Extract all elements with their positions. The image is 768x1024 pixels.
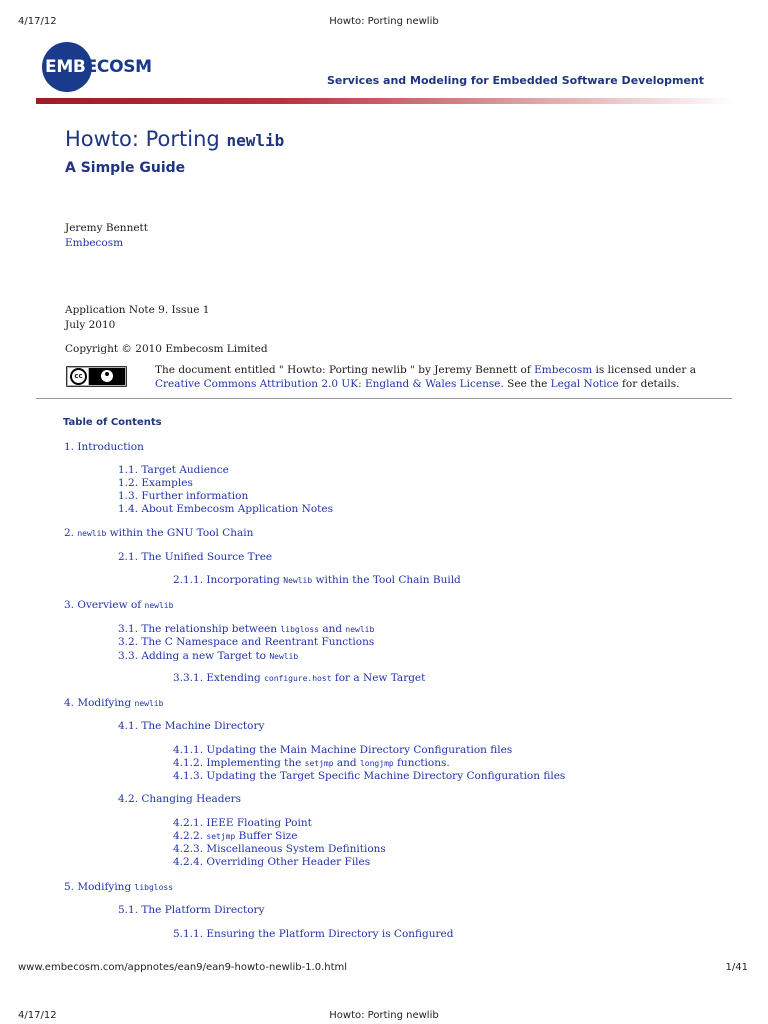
toc-link[interactable]: 5.1.1. Ensuring the Platform Directory is Configured xyxy=(173,928,454,940)
toc-link[interactable]: 4. Modifying newlib xyxy=(64,697,164,709)
toc-link[interactable]: 1.4. About Embecosm Application Notes xyxy=(118,503,333,515)
cc-license-link[interactable]: Creative Commons Attribution 2.0 UK: England & Wales License xyxy=(155,378,501,390)
publication-date: July 2010 xyxy=(65,319,116,331)
author-name: Jeremy Bennett xyxy=(65,222,148,234)
legal-notice-link[interactable]: Legal Notice xyxy=(550,378,619,390)
cc-license-icon[interactable]: cc xyxy=(66,366,127,387)
tagline: Services and Modeling for Embedded Software Development xyxy=(326,74,704,87)
toc-link[interactable]: 1.1. Target Audience xyxy=(118,464,229,476)
toc-link[interactable]: 2. newlib within the GNU Tool Chain xyxy=(64,527,254,539)
toc-link[interactable]: 1.2. Examples xyxy=(118,477,193,489)
logo-wordmark: EMBECOSM xyxy=(45,57,152,77)
toc-link[interactable]: 4.2.4. Overriding Other Header Files xyxy=(173,856,371,868)
toc-link[interactable]: 4.2. Changing Headers xyxy=(118,793,242,805)
toc-link[interactable]: 1. Introduction xyxy=(64,441,144,453)
toc-link[interactable]: 3. Overview of newlib xyxy=(64,599,174,611)
toc-link[interactable]: 4.2.3. Miscellaneous System Definitions xyxy=(173,843,386,855)
copyright-notice: Copyright © 2010 Embecosm Limited xyxy=(65,343,268,355)
document-subtitle: A Simple Guide xyxy=(65,160,186,176)
affiliation-link[interactable]: Embecosm xyxy=(65,237,124,249)
toc-link[interactable]: 1.3. Further information xyxy=(118,490,249,502)
footer-url: www.embecosm.com/appnotes/ean9/ean9-howto-newlib-1.0.html xyxy=(18,962,348,973)
header-divider-bar xyxy=(36,98,736,104)
toc-link[interactable]: 3.3.1. Extending configure.host for a New Target xyxy=(173,672,426,684)
embecosm-link[interactable]: Embecosm xyxy=(534,364,593,376)
toc-link[interactable]: 4.1.1. Updating the Main Machine Directory Configuration files xyxy=(173,744,513,756)
toc-link[interactable]: 3.3. Adding a new Target to Newlib xyxy=(118,650,299,662)
by-attribution-icon xyxy=(101,370,113,382)
toc-heading: Table of Contents xyxy=(63,417,162,428)
print-header-title: Howto: Porting newlib xyxy=(329,16,439,27)
next-page-header-title: Howto: Porting newlib xyxy=(329,1010,439,1021)
print-header-date: 4/17/12 xyxy=(18,16,57,27)
embecosm-logo xyxy=(42,42,166,92)
license-text: The document entitled " Howto: Porting newlib " by Jeremy Bennett of Embecosm is licensed under a Creative Commons Attribution 2.0 UK: England & Wales License. See the Legal Notice for details. xyxy=(155,364,696,390)
toc-link[interactable]: 4.1.2. Implementing the setjmp and longjmp functions. xyxy=(173,757,450,769)
toc-link[interactable]: 5.1. The Platform Directory xyxy=(118,904,265,916)
toc-link[interactable]: 5. Modifying libgloss xyxy=(64,881,174,893)
toc-link[interactable]: 3.2. The C Namespace and Reentrant Functions xyxy=(118,636,375,648)
app-note-number: Application Note 9. Issue 1 xyxy=(65,304,210,316)
section-divider xyxy=(36,398,732,399)
toc-link[interactable]: 4.1.3. Updating the Target Specific Machine Directory Configuration files xyxy=(173,770,566,782)
toc-link[interactable]: 4.1. The Machine Directory xyxy=(118,720,265,732)
toc-link[interactable]: 3.1. The relationship between libgloss and newlib xyxy=(118,623,375,635)
next-page-header-date: 4/17/12 xyxy=(18,1010,57,1021)
document-title: Howto: Porting newlib xyxy=(65,127,285,151)
toc-link[interactable]: 2.1.1. Incorporating Newlib within the Tool Chain Build xyxy=(173,574,461,586)
toc-link[interactable]: 4.2.2. setjmp Buffer Size xyxy=(173,830,298,842)
footer-page-number: 1/41 xyxy=(725,962,748,973)
toc-link[interactable]: 2.1. The Unified Source Tree xyxy=(118,551,273,563)
toc-link[interactable]: 4.2.1. IEEE Floating Point xyxy=(173,817,312,829)
